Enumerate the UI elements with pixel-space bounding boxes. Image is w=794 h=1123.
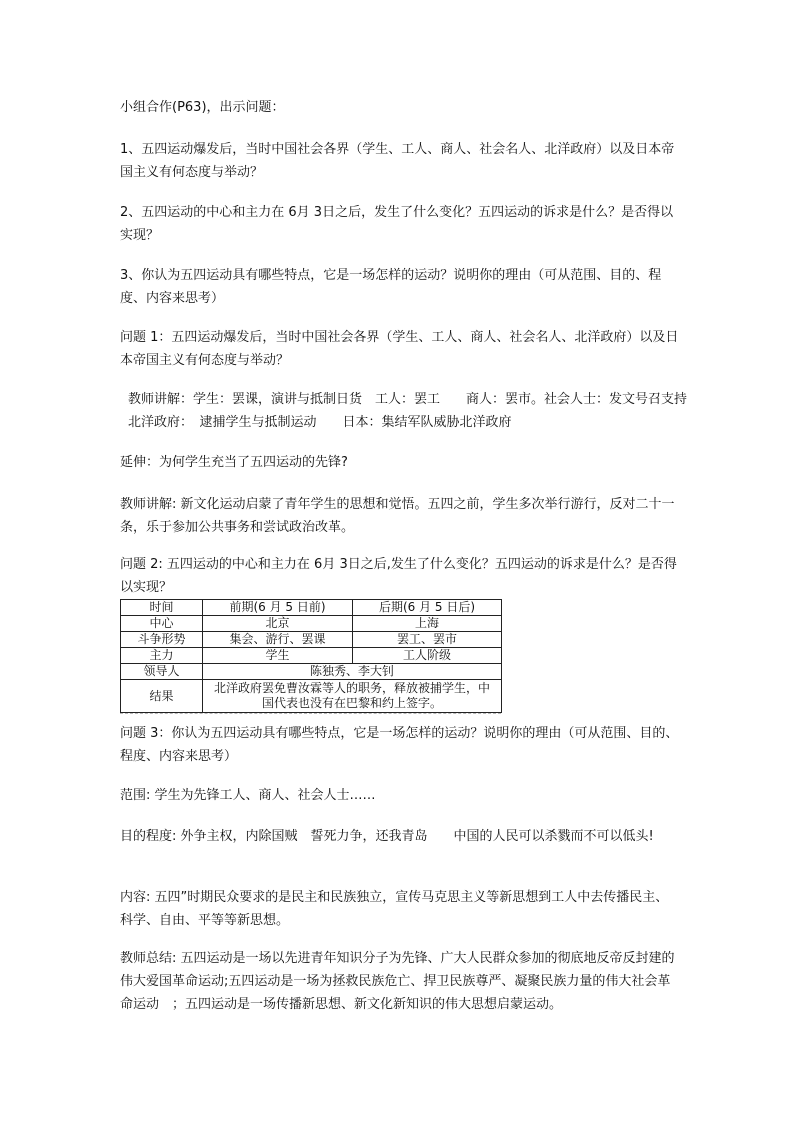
row-early-value: 北京: [203, 616, 353, 632]
table-row: [121, 616, 502, 632]
row-label: 主力: [121, 648, 203, 664]
problem-2: 问题 2: 五四运动的中心和主力在 6月 3日之后,发生了什么变化？五四运动的诉求是什么？是否得以实现？: [120, 557, 677, 595]
comparison-table: [120, 599, 502, 713]
table-header-cell: 后期(6 月 5 日后): [353, 600, 502, 616]
table-overlap-rule: [120, 713, 501, 718]
table-row: [121, 680, 502, 713]
row-label: 领导人: [121, 664, 203, 680]
table-header-cell: 前期(6 月 5 日前): [203, 600, 353, 616]
row-early-value: 集会、游行、罢课: [203, 632, 353, 648]
row-late-value: 罢工、罢市: [353, 632, 502, 648]
table-row: [121, 648, 502, 664]
row-late-value: 工人阶级: [353, 648, 502, 664]
scope-line: 范围: 学生为先锋工人、商人、社会人士……: [120, 788, 376, 803]
question-2: 2、五四运动的中心和主力在 6月 3日之后，发生了什么变化？五四运动的诉求是什么？是否得以实现？: [120, 205, 674, 243]
extension-question: 延伸：为何学生充当了五四运动的先锋?: [120, 455, 348, 470]
question-3: 3、你认为五四运动具有哪些特点，它是一场怎样的运动？说明你的理由（可从范围、目的、程度、内容来思考）: [120, 268, 662, 306]
leader-value: 陈独秀、李大钊: [203, 664, 502, 680]
row-early-value: 学生: [203, 648, 353, 664]
content-line: 内容: 五四”时期民众要求的是民主和民族独立，宣传马克思主义等新思想到工人中去传播民主、科学、自由、平等等新思想。: [120, 890, 669, 928]
table-header-cell: 时间: [121, 600, 203, 616]
teacher-explanation-2: 教师讲解: 新文化运动启蒙了青年学生的思想和觉悟。五四之前，学生多次举行游行，反对二十一条，乐于参加公共事务和尝试政治改革。: [120, 497, 675, 535]
row-label: 结果: [121, 680, 203, 713]
purpose-line: 目的程度: 外争主权，内除国贼 誓死力争，还我青岛 中国的人民可以杀戮而不可以低头!: [120, 829, 654, 844]
table-row: [121, 664, 502, 680]
result-value: 北洋政府罢免曹汝霖等人的职务，释放被捕学生，中国代表也没有在巴黎和约上签字。: [203, 680, 502, 713]
question-1: 1、五四运动爆发后，当时中国社会各界（学生、工人、商人、社会名人、北洋政府）以及日本帝国主义有何态度与举动？: [120, 142, 675, 180]
row-late-value: 上海: [353, 616, 502, 632]
intro-line: 小组合作(P63)，出示问题：: [120, 100, 285, 115]
teacher-summary: 教师总结: 五四运动是一场以先进青年知识分子为先锋、广大人民群众参加的彻底地反帝反封建的伟大爱国革命运动;五四运动是一场为拯救民族危亡、捍卫民族尊严、凝聚民族力量的伟大社会革命运动 ；五四运动是一场传播新思想、新文化新知识的伟大思想启蒙运动。: [120, 951, 675, 1012]
table-row: [121, 632, 502, 648]
row-label: 中心: [121, 616, 203, 632]
teacher-explanation-1: 教师讲解：学生：罢课，演讲与抵制日货 工人：罢工 商人：罢市。社会人士：发文号召支持 北洋政府： 逮捕学生与抵制运动 日本：集结军队威胁北洋政府: [128, 392, 714, 430]
problem-1: 问题 1：五四运动爆发后，当时中国社会各界（学生、工人、商人、社会名人、北洋政府）以及日本帝国主义有何态度与举动？: [120, 330, 679, 368]
problem-3: 问题 3：你认为五四运动具有哪些特点，它是一场怎样的运动？说明你的理由（可从范围、目的、程度、内容来思考）: [120, 726, 679, 764]
table-header-row: [121, 600, 502, 616]
row-label: 斗争形势: [121, 632, 203, 648]
